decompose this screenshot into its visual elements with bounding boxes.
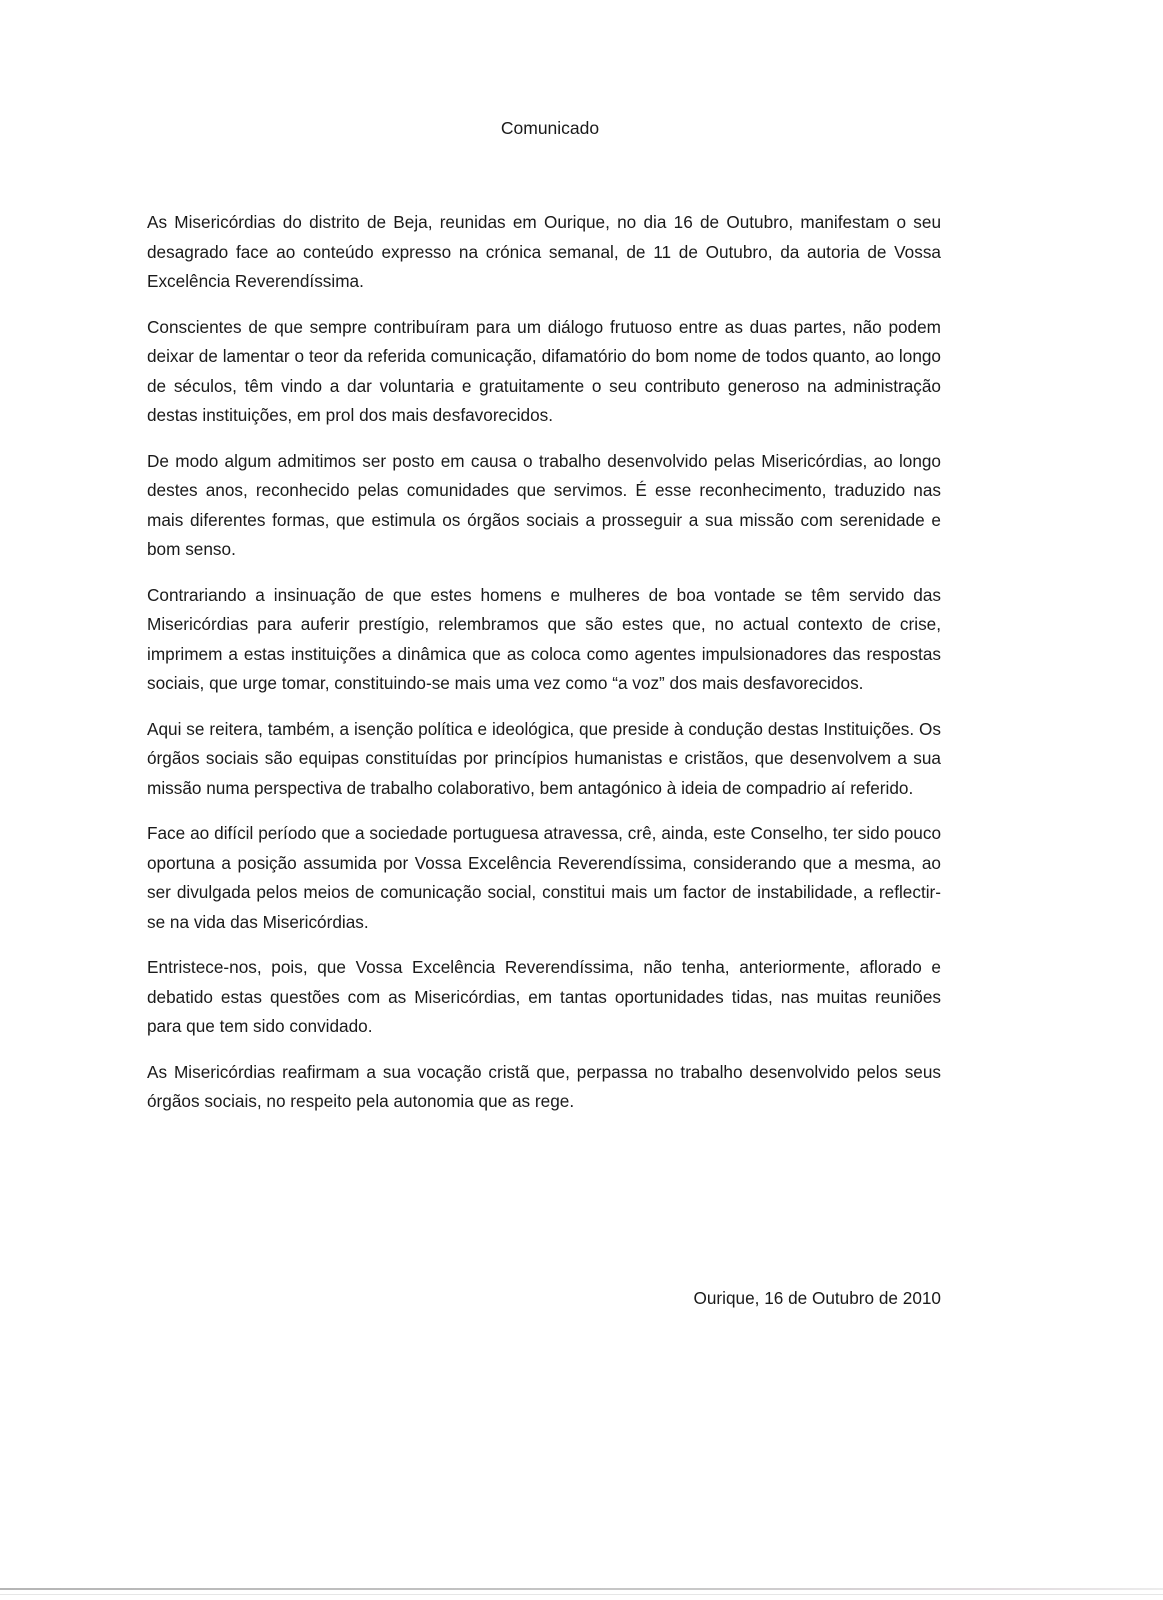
paragraph-1: As Misericórdias do distrito de Beja, reunidas em Ourique, no dia 16 de Outubro, manifestam o seu desagrado face ao conteúdo expresso na crónica semanal, de 11 de Outubro, da autoria de Vossa Excelência Reverendíssima.	[147, 212, 941, 291]
paragraph-3: De modo algum admitimos ser posto em causa o trabalho desenvolvido pelas Misericórdias, ao longo destes anos, reconhecido pelas comunidades que servimos. É esse reconhecimento, traduzido nas mais diferentes formas, que estimula os órgãos sociais a prosseguir a sua missão com serenidade e bom senso.	[147, 450, 941, 559]
paragraph-4: Contrariando a insinuação de que estes homens e mulheres de boa vontade se têm servido das Misericórdias para auferir prestígio, relembramos que são estes que, no actual contexto de crise, imprimem a estas instituições a dinâmica que as coloca como agentes impulsionadores das respostas sociais, que urge tomar, constituindo-se mais uma vez como “a voz” dos mais desfavorecidos.	[147, 584, 941, 693]
document-body	[147, 208, 941, 1133]
paragraph-6: Face ao difícil período que a sociedade portuguesa atravessa, crê, ainda, este Conselho, ter sido pouco oportuna a posição assumida por Vossa Excelência Reverendíssima, considerando que a mesma, ao ser divulgada pelos meios de comunicação social, constitui mais um factor de instabilidade, a reflectir-se na vida das Misericórdias.	[147, 823, 941, 932]
paragraph-7: Entristece-nos, pois, que Vossa Excelência Reverendíssima, não tenha, anteriormente, aflorado e debatido estas questões com as Misericórdias, em tantas oportunidades tidas, nas muitas reuniões para que tem sido convidado.	[147, 957, 941, 1036]
paragraph-5: Aqui se reitera, também, a isenção política e ideológica, que preside à condução destas Instituições. Os órgãos sociais são equipas constituídas por princípios humanistas e cristãos, que desenvolvem a sua missão numa perspectiva de trabalho colaborativo, bem antagónico à ideia de compadrio aí referido.	[147, 718, 941, 798]
paragraph-2: Conscientes de que sempre contribuíram para um diálogo frutuoso entre as duas partes, não podem deixar de lamentar o teor da referida comunicação, difamatório do bom nome de todos quanto, ao longo de séculos, têm vindo a dar voluntaria e gratuitamente o seu contributo generoso na administração destas instituições, em prol dos mais desfavorecidos.	[147, 316, 941, 425]
paragraph-8: As Misericórdias reafirmam a sua vocação cristã que, perpassa no trabalho desenvolvido pelos seus órgãos sociais, no respeito pela autonomia que as rege.	[147, 1061, 941, 1111]
scan-edge-line-secondary	[0, 1594, 1163, 1595]
place-date: Ourique, 16 de Outubro de 2010	[693, 1288, 941, 1308]
scan-edge-line	[0, 1588, 1163, 1590]
document-title: Comunicado	[500, 118, 600, 138]
